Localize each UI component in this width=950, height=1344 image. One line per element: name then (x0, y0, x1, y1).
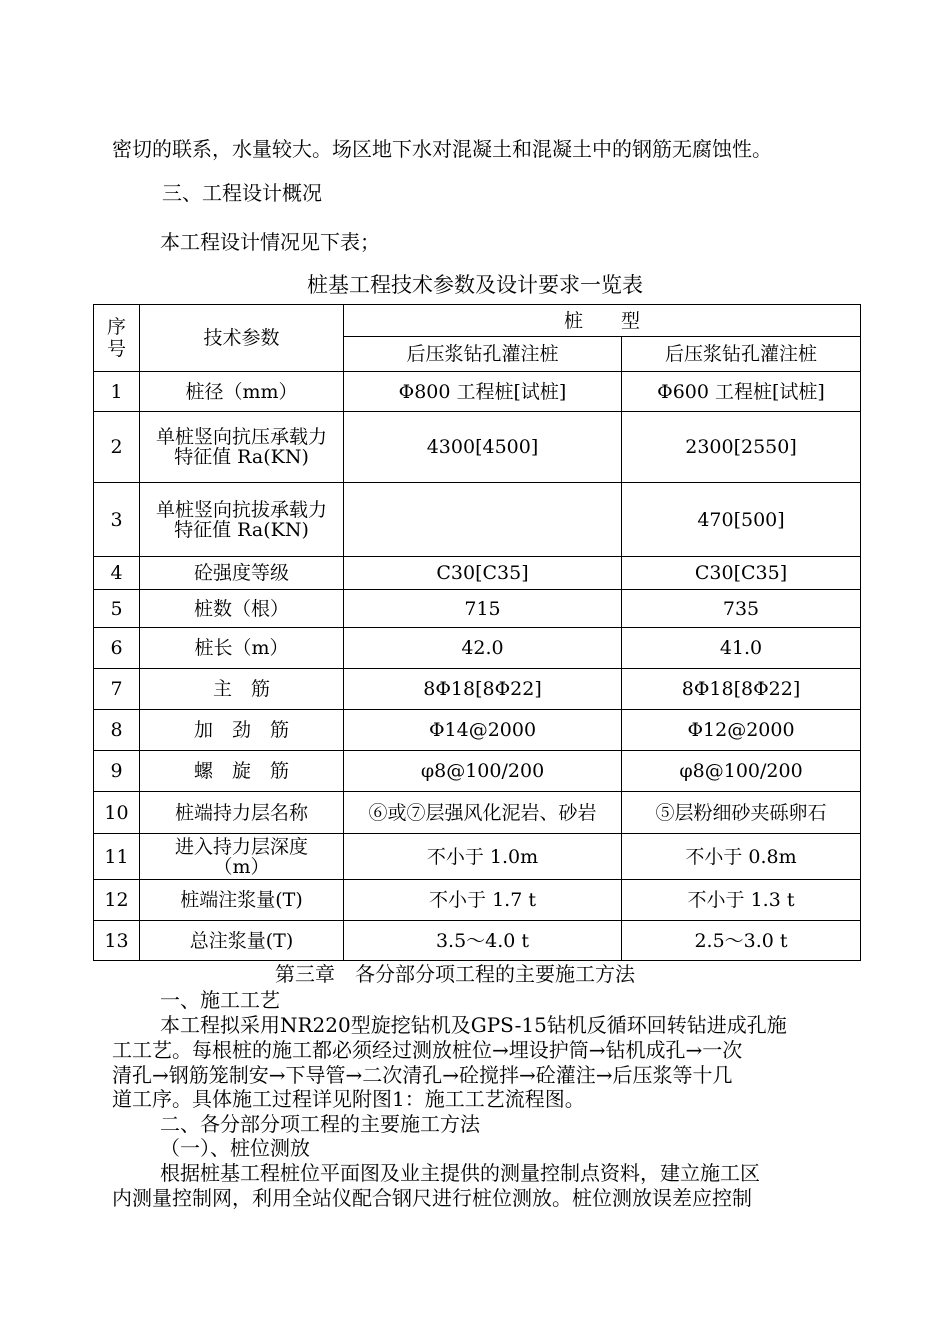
row-col2: ⑤层粉细砂夹砾卵石 (622, 792, 861, 834)
paragraph-line: 工工艺。每根桩的施工都必须经过测放桩位→埋设护筒→钻机成孔→一次 (112, 1038, 743, 1062)
row-no: 9 (94, 751, 140, 792)
row-no: 3 (94, 483, 140, 557)
section-heading: 一、施工工艺 (160, 988, 280, 1012)
table-row (94, 880, 861, 921)
table-row (94, 372, 861, 412)
header-no: 序号 (94, 305, 140, 372)
spec-table (93, 304, 861, 961)
row-col2: 41.0 (622, 628, 861, 669)
row-col2: 8Φ18[8Φ22] (622, 669, 861, 710)
row-no: 4 (94, 557, 140, 590)
table-caption: 桩基工程技术参数及设计要求一览表 (307, 273, 643, 297)
row-param: 砼强度等级 (140, 557, 344, 590)
table-row (94, 669, 861, 710)
row-no: 6 (94, 628, 140, 669)
row-param: 桩长（m） (140, 628, 344, 669)
row-param: 桩数（根） (140, 590, 344, 628)
table-row (94, 557, 861, 590)
table-row (94, 590, 861, 628)
table-row (94, 921, 861, 961)
row-param: 桩端持力层名称 (140, 792, 344, 834)
row-no: 2 (94, 412, 140, 483)
subsection-heading: （一）、桩位测放 (160, 1136, 310, 1160)
table-row (94, 710, 861, 751)
header-param: 技术参数 (140, 305, 344, 372)
row-col2: C30[C35] (622, 557, 861, 590)
table-row (94, 412, 861, 483)
row-col2: φ8@100/200 (622, 751, 861, 792)
header-pile-type: 桩 型 (344, 305, 861, 337)
table-row (94, 628, 861, 669)
paragraph-line: 密切的联系，水量较大。场区地下水对混凝土和混凝土中的钢筋无腐蚀性。 (112, 137, 772, 161)
row-col2: 不小于 1.3 t (622, 880, 861, 921)
section-heading: 二、各分部分项工程的主要施工方法 (160, 1112, 480, 1136)
paragraph-line: 清孔→钢筋笼制安→下导管→二次清孔→砼搅拌→砼灌注→后压浆等十几 (112, 1063, 733, 1087)
table-row (94, 834, 861, 880)
row-col2: 2300[2550] (622, 412, 861, 483)
row-col1 (344, 483, 622, 557)
header-col2: 后压浆钻孔灌注桩 (622, 337, 861, 372)
row-no: 10 (94, 792, 140, 834)
row-col1: 3.5～4.0 t (344, 921, 622, 961)
row-no: 7 (94, 669, 140, 710)
row-col1: 不小于 1.0m (344, 834, 622, 880)
row-param: 总注浆量(T) (140, 921, 344, 961)
row-param: 主 筋 (140, 669, 344, 710)
row-param: 桩径（mm） (140, 372, 344, 412)
row-col1: 不小于 1.7 t (344, 880, 622, 921)
row-no: 8 (94, 710, 140, 751)
row-param: 加 劲 筋 (140, 710, 344, 751)
row-no: 12 (94, 880, 140, 921)
row-param: 桩端注浆量(T) (140, 880, 344, 921)
row-col2: Φ12@2000 (622, 710, 861, 751)
row-no: 11 (94, 834, 140, 880)
paragraph-line: 道工序。具体施工过程详见附图1：施工工艺流程图。 (112, 1087, 585, 1111)
row-col1: Φ800 工程桩[试桩] (344, 372, 622, 412)
row-param: 螺 旋 筋 (140, 751, 344, 792)
row-col2: Φ600 工程桩[试桩] (622, 372, 861, 412)
row-no: 1 (94, 372, 140, 412)
header-col1: 后压浆钻孔灌注桩 (344, 337, 622, 372)
row-col1: C30[C35] (344, 557, 622, 590)
row-param: 进入持力层深度（m） (140, 834, 344, 880)
paragraph-line: 本工程拟采用NR220型旋挖钻机及GPS-15钻机反循环回转钻进成孔施 (160, 1013, 787, 1037)
row-param: 单桩竖向抗拔承载力特征值 Ra(KN) (140, 483, 344, 557)
row-col1: 715 (344, 590, 622, 628)
row-no: 5 (94, 590, 140, 628)
row-col1: Φ14@2000 (344, 710, 622, 751)
row-col1: 8Φ18[8Φ22] (344, 669, 622, 710)
paragraph-line: 内测量控制网，利用全站仪配合钢尺进行桩位测放。桩位测放误差应控制 (112, 1186, 752, 1210)
table-row (94, 483, 861, 557)
paragraph-line: 根据桩基工程桩位平面图及业主提供的测量控制点资料，建立施工区 (160, 1161, 760, 1185)
row-col2: 735 (622, 590, 861, 628)
row-col2: 不小于 0.8m (622, 834, 861, 880)
table-row (94, 792, 861, 834)
row-col2: 2.5～3.0 t (622, 921, 861, 961)
row-col1: ⑥或⑦层强风化泥岩、砂岩 (344, 792, 622, 834)
row-param: 单桩竖向抗压承载力特征值 Ra(KN) (140, 412, 344, 483)
row-no: 13 (94, 921, 140, 961)
chapter-title: 第三章 各分部分项工程的主要施工方法 (275, 962, 635, 986)
section-heading: 三、工程设计概况 (162, 181, 322, 205)
intro-text: 本工程设计情况见下表； (160, 230, 380, 254)
table-row (94, 751, 861, 792)
row-col1: 4300[4500] (344, 412, 622, 483)
row-col1: φ8@100/200 (344, 751, 622, 792)
row-col1: 42.0 (344, 628, 622, 669)
row-col2: 470[500] (622, 483, 861, 557)
